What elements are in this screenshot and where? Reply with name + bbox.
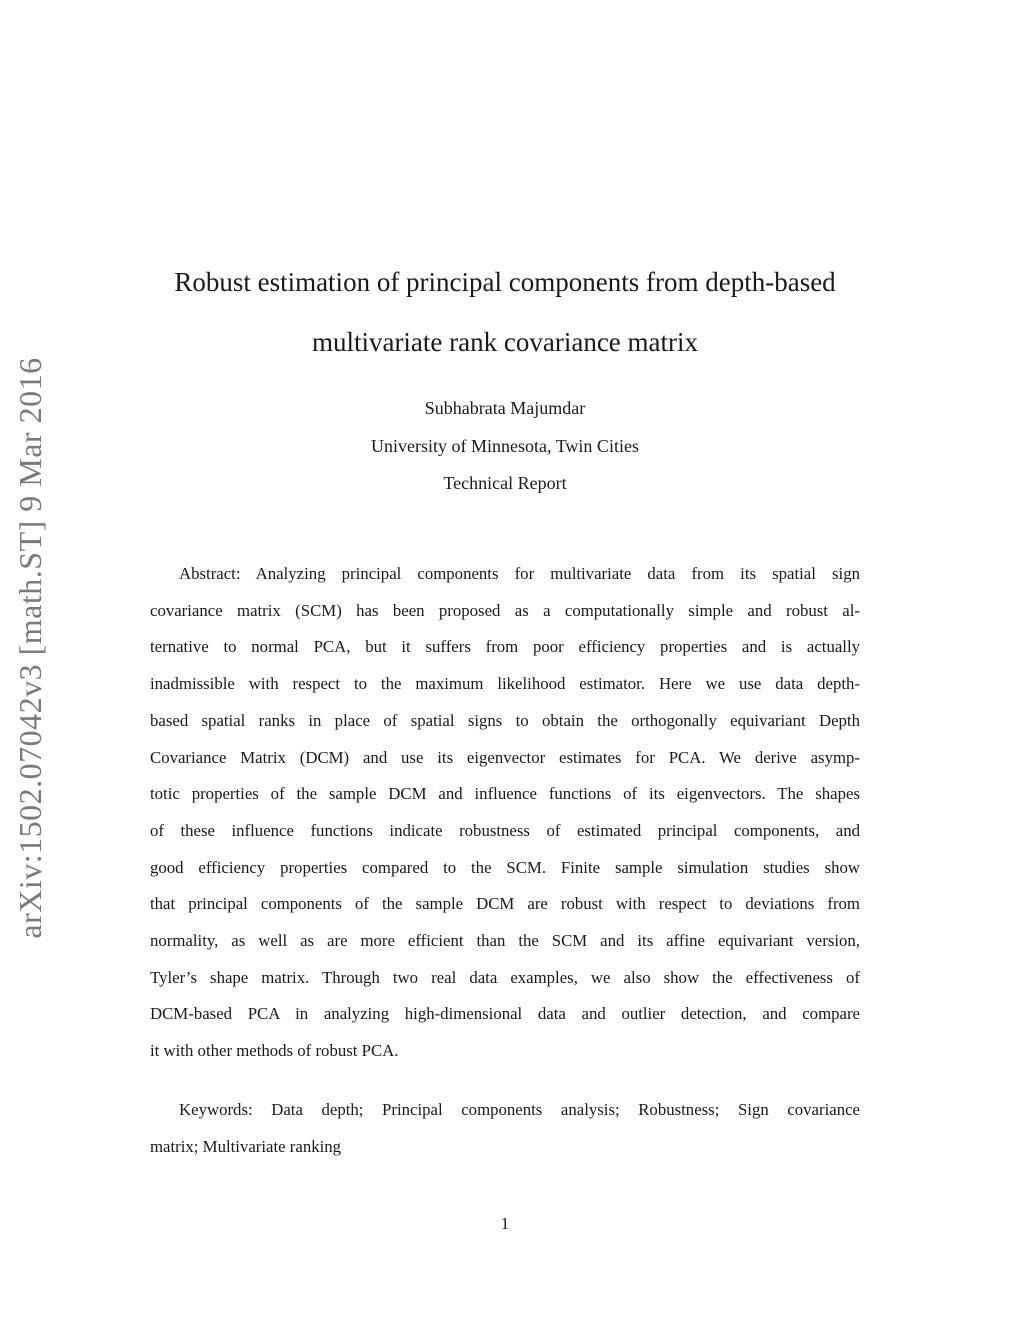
abstract-line: inadmissible with respect to the maximum likelihood estimator. Here we use data depth- xyxy=(150,674,860,694)
abstract-line: DCM-based PCA in analyzing high-dimensional data and outlier detection, and compare xyxy=(150,1004,860,1024)
abstract-line: based spatial ranks in place of spatial signs to obtain the orthogonally equivariant Depth xyxy=(150,710,860,730)
abstract-line: covariance matrix (SCM) has been proposed as a computationally simple and robust al- xyxy=(150,600,860,620)
abstract-line: Tyler’s shape matrix. Through two real data examples, we also show the effectiveness of xyxy=(150,967,860,987)
abstract-line: totic properties of the sample DCM and influence functions of its eigenvectors. The shapes xyxy=(150,784,860,804)
author-block xyxy=(200,390,810,503)
abstract-line: that principal components of the sample DCM are robust with respect to deviations from xyxy=(150,894,860,914)
abstract xyxy=(150,556,860,1070)
author-name: Subhabrata Majumdar xyxy=(424,398,586,418)
arxiv-identifier-stamp: arXiv:1502.07042v3 [math.ST] 9 Mar 2016 xyxy=(12,357,48,939)
title-line-2: multivariate rank covariance matrix xyxy=(311,327,699,357)
abstract-line: normality, as well as are more efficient than the SCM and its affine equivariant version, xyxy=(150,931,860,951)
abstract-line: of these influence functions indicate robustness of estimated principal components, and xyxy=(150,820,860,840)
abstract-line: Covariance Matrix (DCM) and use its eigenvector estimates for PCA. We derive asymp- xyxy=(150,747,860,767)
title-line-1: Robust estimation of principal components from depth-based xyxy=(174,267,836,297)
paper-title xyxy=(120,252,890,372)
abstract-line: good efficiency properties compared to the SCM. Finite sample simulation studies show xyxy=(150,857,860,877)
keywords xyxy=(150,1092,860,1165)
author-affiliation: University of Minnesota, Twin Cities xyxy=(371,435,639,456)
keywords-line: matrix; Multivariate ranking xyxy=(150,1136,342,1156)
page-number: 1 xyxy=(500,1214,510,1233)
keywords-line: Keywords: Data depth; Principal components analysis; Robustness; Sign covariance xyxy=(179,1100,860,1119)
abstract-line: it with other methods of robust PCA. xyxy=(150,1041,399,1061)
report-type: Technical Report xyxy=(443,473,567,493)
abstract-line: Abstract: Analyzing principal components for multivariate data from its spatial sign xyxy=(179,564,860,583)
abstract-line: ternative to normal PCA, but it suffers from poor efficiency properties and is actually xyxy=(150,637,860,657)
